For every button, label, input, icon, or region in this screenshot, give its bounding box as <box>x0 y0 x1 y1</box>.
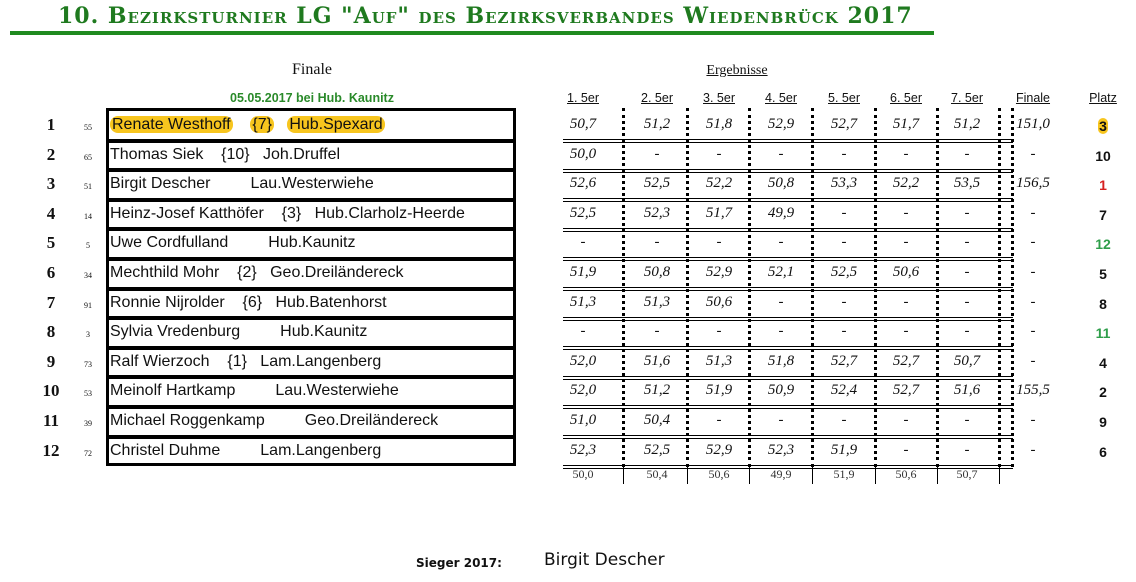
column-header: 4. 5er <box>765 91 797 105</box>
score-cell: - <box>903 234 909 251</box>
rank-text: 8 <box>1099 295 1107 312</box>
finale-score: 151,0 <box>1016 116 1050 132</box>
score-row-divider <box>563 257 1013 261</box>
score-cell: 51,8 <box>705 116 733 132</box>
minimum-value: 50,7 <box>956 467 978 481</box>
group-number: {2} <box>237 264 257 281</box>
minimum-value: 51,9 <box>833 467 855 481</box>
score-cell: - <box>716 412 722 428</box>
rank-text: 1 <box>1099 177 1107 194</box>
start-number: 5 <box>86 241 90 251</box>
finale-score: - <box>1030 412 1036 428</box>
rank-text: 9 <box>1099 414 1107 430</box>
spacer <box>265 412 305 429</box>
score-cell: 51,3 <box>569 293 597 310</box>
score-cell: 51,6 <box>643 352 671 369</box>
score-cell: 52,9 <box>767 116 795 132</box>
spacer <box>274 116 287 133</box>
minimum-separator <box>999 466 1000 484</box>
spacer <box>257 264 270 281</box>
finale-score: - <box>1030 352 1036 369</box>
page-title: 10. Bezirksturnier LG "Auf" des Bezirksverbandes Wiedenbrück 2017 <box>58 3 913 29</box>
participant-row[interactable] <box>106 319 510 345</box>
row-number: 6 <box>46 263 56 282</box>
score-cell: - <box>903 293 909 310</box>
score-cell: - <box>841 323 847 340</box>
column-separator <box>686 108 689 467</box>
score-cell: 53,5 <box>953 175 981 192</box>
finale-score: 156,5 <box>1016 175 1050 192</box>
spacer <box>219 264 237 281</box>
column-header: Platz <box>1089 91 1117 105</box>
finale-score: - <box>1030 441 1036 458</box>
rank-text: 2 <box>1099 384 1107 401</box>
club-name: Lau.Westerwiehe <box>250 175 374 193</box>
score-cell: - <box>903 441 909 458</box>
score-cell: 52,2 <box>892 175 920 192</box>
score-cell: 51,7 <box>892 116 920 132</box>
participant-name: Mechthild Mohr <box>110 264 220 281</box>
score-cell: 52,5 <box>643 441 671 458</box>
score-cell: 51,2 <box>953 116 981 132</box>
spacer <box>225 294 243 311</box>
score-cell: 51,6 <box>953 382 981 399</box>
column-header: 3. 5er <box>703 91 735 105</box>
minimum-value: 49,9 <box>770 467 792 481</box>
score-cell: - <box>841 412 847 428</box>
participant-row[interactable] <box>106 408 510 434</box>
score-cell: - <box>778 234 784 251</box>
rank-value <box>1088 355 1118 371</box>
score-cell: - <box>716 323 722 340</box>
column-separator <box>1011 108 1014 467</box>
score-cell: - <box>654 145 660 162</box>
minimum-value: 50,6 <box>895 467 917 481</box>
minimum-separator <box>875 466 876 484</box>
minimum-value: 50,6 <box>708 467 730 481</box>
rank-value <box>1088 207 1118 223</box>
column-separator <box>874 108 877 467</box>
participant-name: Renate Westhoff <box>112 116 231 133</box>
rank-value <box>1088 384 1118 400</box>
score-cell: 49,9 <box>767 204 795 221</box>
spacer <box>240 323 280 340</box>
score-cell: - <box>903 145 909 162</box>
score-cell: - <box>778 293 784 310</box>
finale-score: - <box>1030 234 1036 251</box>
club-name: Lam.Langenberg <box>260 441 382 459</box>
participant-name: Meinolf Hartkamp <box>110 382 236 400</box>
score-cell: 52,7 <box>830 116 858 132</box>
score-cell: 50,0 <box>569 145 597 162</box>
score-cell: - <box>778 323 784 340</box>
score-row-divider <box>563 139 1013 143</box>
score-cell: - <box>716 145 722 162</box>
score-cell: 52,7 <box>892 382 920 399</box>
minimum-separator <box>749 466 750 484</box>
score-cell: 52,3 <box>569 441 597 458</box>
participant-row[interactable] <box>106 201 510 227</box>
spacer <box>301 205 314 222</box>
row-number: 1 <box>46 115 56 134</box>
spacer <box>250 146 263 163</box>
score-row-divider <box>563 376 1013 380</box>
participant-row[interactable] <box>106 378 510 404</box>
score-cell: 51,9 <box>830 441 858 458</box>
score-cell: - <box>841 234 847 251</box>
score-cell: - <box>964 441 970 458</box>
score-cell: 53,3 <box>830 175 858 192</box>
participant-name: Sylvia Vredenburg <box>110 323 241 341</box>
rank-text: 5 <box>1099 266 1107 282</box>
row-number: 11 <box>42 411 60 430</box>
column-header: 2. 5er <box>641 91 673 105</box>
participant-name: Christel Duhme <box>110 441 221 459</box>
score-cell: - <box>841 145 847 162</box>
score-row-divider <box>563 317 1013 321</box>
rank-text: 12 <box>1095 236 1111 253</box>
date-location: 05.05.2017 bei Hub. Kaunitz <box>230 91 394 105</box>
score-cell: - <box>964 412 970 428</box>
winner-label: Sieger 2017: <box>416 556 502 570</box>
score-cell: - <box>580 323 586 340</box>
score-cell: 52,7 <box>830 352 858 369</box>
minimum-value: 50,0 <box>572 467 594 481</box>
score-cell: - <box>964 234 970 251</box>
score-cell: - <box>903 412 909 428</box>
column-separator <box>998 108 1001 467</box>
participant-name: Uwe Cordfulland <box>110 234 229 252</box>
row-number: 8 <box>46 322 56 342</box>
rank-value <box>1088 444 1118 460</box>
participant-name: Michael Roggenkamp <box>110 412 265 429</box>
column-header: 6. 5er <box>890 91 922 105</box>
score-cell: 52,6 <box>569 175 597 192</box>
score-row-divider <box>563 346 1013 350</box>
column-header: 5. 5er <box>828 91 860 105</box>
club-name: Hub.Kaunitz <box>268 234 356 252</box>
score-cell: - <box>964 145 970 162</box>
score-cell: 51,0 <box>569 412 597 428</box>
spacer <box>235 382 275 399</box>
score-cell: 52,3 <box>767 441 795 458</box>
group-number: {1} <box>227 352 247 370</box>
participant-name: Birgit Descher <box>110 175 211 193</box>
score-cell: 50,7 <box>569 116 597 132</box>
score-cell: - <box>903 204 909 221</box>
start-number: 14 <box>84 211 92 221</box>
finale-score: - <box>1030 323 1036 340</box>
column-separator <box>748 108 751 467</box>
rank-value <box>1088 266 1118 282</box>
score-cell: 51,7 <box>705 204 733 221</box>
row-number: 7 <box>46 292 56 312</box>
score-row-divider <box>563 435 1013 439</box>
score-cell: - <box>841 293 847 310</box>
start-number: 65 <box>84 152 92 162</box>
score-cell: - <box>778 412 784 428</box>
score-cell: 50,7 <box>953 352 981 369</box>
column-header: 7. 5er <box>951 91 983 105</box>
rank-text: 10 <box>1095 147 1111 164</box>
score-cell: 50,4 <box>643 412 671 428</box>
score-cell: - <box>654 234 660 251</box>
finale-heading: Finale <box>292 61 332 78</box>
club-name: Lau.Westerwiehe <box>275 382 399 400</box>
row-number: 4 <box>46 203 56 223</box>
score-cell: 52,5 <box>643 175 671 192</box>
rank-value <box>1088 296 1118 312</box>
club-name: Hub.Kaunitz <box>280 323 368 341</box>
score-cell: 50,6 <box>892 264 920 280</box>
club-name: Joh.Druffel <box>262 145 341 163</box>
score-cell: 52,9 <box>705 264 733 280</box>
club-name: Geo.Dreiländereck <box>304 412 439 429</box>
score-cell: - <box>964 204 970 221</box>
participant-row[interactable] <box>106 349 510 375</box>
start-number: 73 <box>84 359 92 369</box>
rank-text: 7 <box>1099 206 1107 223</box>
column-header: 1. 5er <box>567 91 599 105</box>
participant-row[interactable] <box>106 290 510 316</box>
group-number: {7} <box>252 116 272 133</box>
finale-score: - <box>1030 293 1036 310</box>
rank-value <box>1088 148 1118 164</box>
score-cell: - <box>654 323 660 340</box>
start-number: 55 <box>84 123 92 132</box>
finale-score: - <box>1030 204 1036 221</box>
score-cell: - <box>964 323 970 340</box>
participant-name: Ronnie Nijrolder <box>110 293 225 311</box>
rank-value <box>1088 177 1118 193</box>
spacer <box>228 234 268 251</box>
score-cell: 51,8 <box>767 352 795 369</box>
participant-row[interactable] <box>106 142 510 168</box>
spacer <box>210 353 228 370</box>
title-underline <box>10 31 934 35</box>
rank-value <box>1088 236 1118 252</box>
score-row-divider <box>563 405 1013 409</box>
finale-score: 155,5 <box>1016 382 1050 399</box>
start-number: 3 <box>86 330 90 340</box>
participant-row[interactable] <box>106 112 510 138</box>
score-cell: 51,9 <box>569 264 597 280</box>
score-cell: 52,0 <box>569 352 597 369</box>
column-header: Finale <box>1015 91 1051 105</box>
score-cell: 52,3 <box>643 204 671 221</box>
start-number: 39 <box>84 419 92 428</box>
rank-text: 4 <box>1099 354 1107 371</box>
rank-text: 6 <box>1099 443 1107 460</box>
score-cell: 52,4 <box>830 382 858 399</box>
spacer <box>220 442 260 459</box>
rank-text: 3 <box>1099 118 1107 134</box>
score-cell: 52,7 <box>892 352 920 369</box>
score-row-divider <box>563 228 1013 232</box>
start-number: 51 <box>84 182 92 192</box>
score-cell: 50,8 <box>767 175 795 192</box>
participant-name: Ralf Wierzoch <box>110 352 210 370</box>
score-cell: - <box>964 293 970 310</box>
club-name: Lam.Langenberg <box>260 352 382 370</box>
finale-score: - <box>1030 264 1036 280</box>
score-cell: 50,6 <box>705 293 733 310</box>
row-number: 3 <box>46 174 56 194</box>
minimum-separator <box>812 466 813 484</box>
score-cell: 51,2 <box>643 382 671 399</box>
results-heading: Ergebnisse <box>706 63 768 78</box>
score-cell: - <box>964 264 970 280</box>
row-number: 10 <box>42 381 60 401</box>
score-cell: 50,9 <box>767 382 795 399</box>
row-number: 9 <box>46 351 56 371</box>
spacer <box>247 353 260 370</box>
score-cell: 52,0 <box>569 382 597 399</box>
spacer <box>262 294 275 311</box>
score-cell: 51,3 <box>705 352 733 369</box>
participant-name: Thomas Siek <box>110 145 204 163</box>
rank-value <box>1088 118 1118 134</box>
club-name: Hub.Spexard <box>289 116 383 133</box>
column-separator <box>936 108 939 467</box>
club-name: Geo.Dreiländereck <box>270 264 404 281</box>
group-number: {10} <box>221 145 250 163</box>
start-number: 91 <box>84 300 92 310</box>
start-number: 72 <box>84 448 92 458</box>
group-number: {6} <box>242 293 263 311</box>
score-cell: 51,3 <box>643 293 671 310</box>
row-number: 12 <box>42 440 60 460</box>
score-cell: - <box>778 145 784 162</box>
minimum-separator <box>687 466 688 484</box>
finale-score: - <box>1030 145 1036 162</box>
participant-row[interactable] <box>106 171 510 197</box>
minimum-value: 50,4 <box>646 467 668 481</box>
minimum-separator <box>623 466 624 484</box>
score-cell: 50,8 <box>643 264 671 280</box>
rank-value <box>1088 325 1118 341</box>
score-row-divider <box>563 287 1013 291</box>
score-cell: 52,5 <box>830 264 858 280</box>
score-cell: 52,1 <box>767 264 795 280</box>
group-number: {3} <box>281 204 302 222</box>
score-cell: - <box>903 323 909 340</box>
row-number: 2 <box>46 144 56 164</box>
score-row-divider <box>563 169 1013 173</box>
score-cell: 52,2 <box>705 175 733 192</box>
participant-name: Heinz-Josef Katthöfer <box>110 204 264 222</box>
score-cell: - <box>580 234 586 251</box>
rank-text: 11 <box>1095 325 1111 342</box>
start-number: 53 <box>84 389 92 399</box>
score-cell: 52,9 <box>705 441 733 458</box>
column-separator <box>811 108 814 467</box>
spacer <box>264 205 282 222</box>
score-row-divider <box>563 198 1013 202</box>
spacer <box>203 146 221 163</box>
participant-row[interactable] <box>106 260 510 286</box>
participant-row[interactable] <box>106 438 510 464</box>
club-name: Hub.Batenhorst <box>275 293 387 311</box>
participant-row[interactable] <box>106 230 510 256</box>
score-cell: 51,2 <box>643 116 671 132</box>
minimum-separator <box>937 466 938 484</box>
row-number: 5 <box>46 233 56 253</box>
spacer <box>233 116 251 133</box>
rank-value <box>1088 414 1118 430</box>
score-cell: 52,5 <box>569 204 597 221</box>
score-cell: - <box>716 234 722 251</box>
score-cell: - <box>841 204 847 221</box>
winner-name: Birgit Descher <box>544 550 665 570</box>
start-number: 34 <box>84 271 92 280</box>
club-name: Hub.Clarholz-Heerde <box>314 204 465 222</box>
spacer <box>210 175 250 192</box>
score-cell: 51,9 <box>705 382 733 399</box>
column-separator <box>622 108 625 467</box>
